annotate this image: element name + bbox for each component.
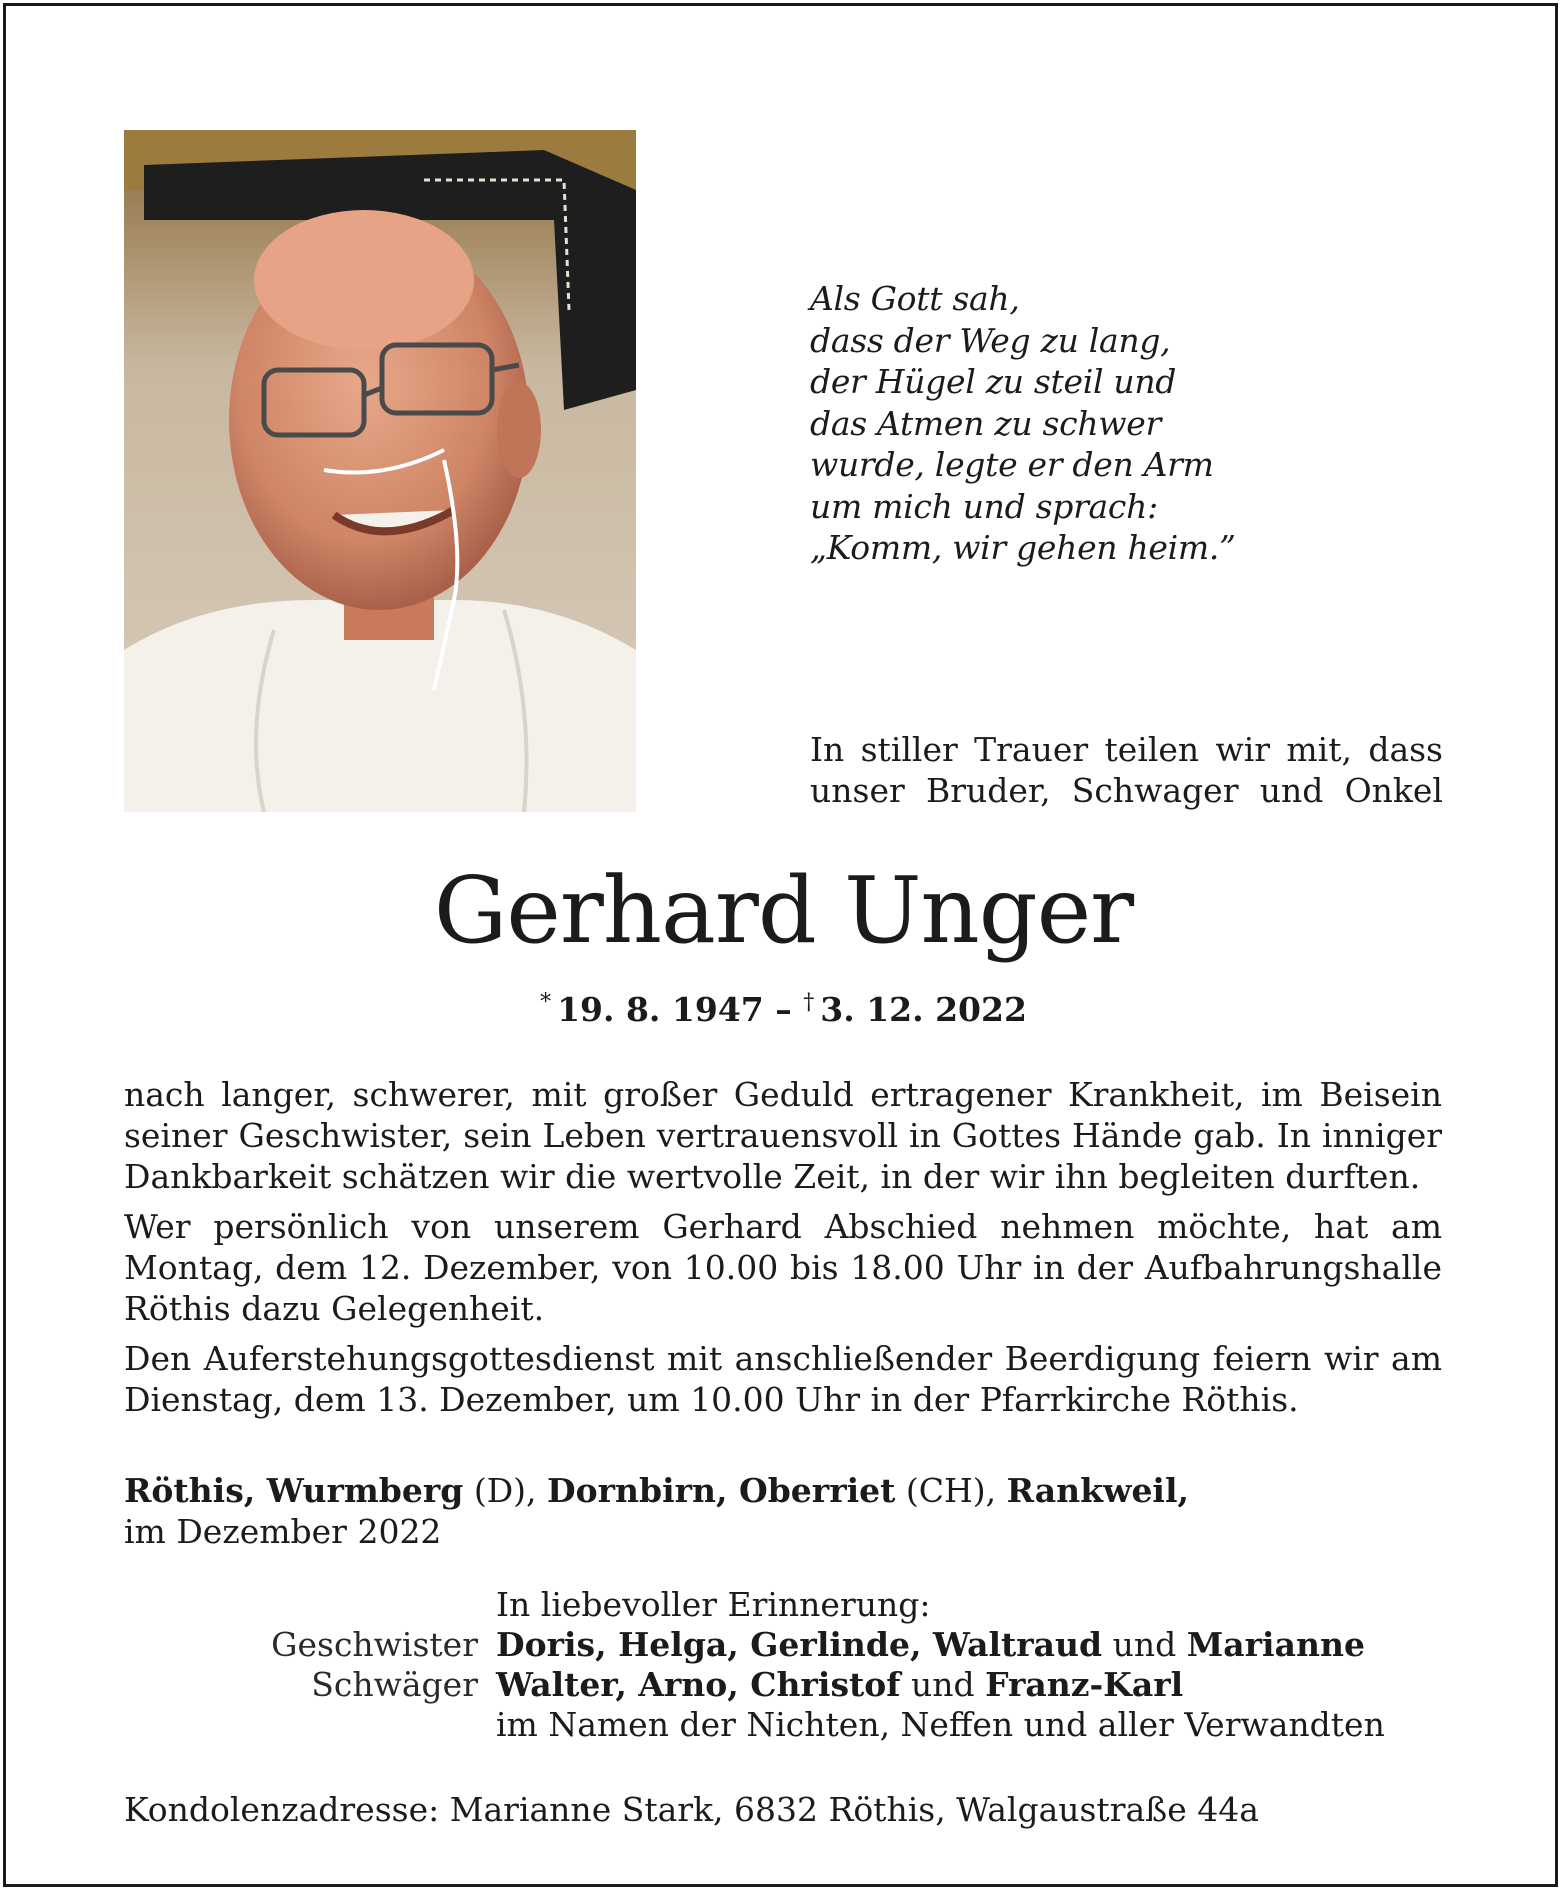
siblings-names	[496, 1625, 1365, 1665]
poem-line: Als Gott sah,	[810, 279, 1020, 318]
birth-date: 19. 8. 1947	[557, 990, 764, 1029]
inlaws-list: Walter, Arno, Christof	[496, 1665, 901, 1704]
poem-line: um mich und sprach:	[810, 486, 1158, 526]
condolence-address: Kondolenzadresse: Marianne Stark, 6832 Röthis, Walgaustraße 44a	[124, 1790, 1259, 1829]
intro-line-2: unser Bruder, Schwager und Onkel	[810, 771, 1443, 810]
mourners-section	[124, 1585, 1444, 1745]
poem-line: wurde, legte er den Arm	[810, 445, 1214, 484]
inlaws-last: Franz-Karl	[985, 1665, 1184, 1704]
paragraph-funeral: Den Auferstehungsgottesdienst mit anschließender Beerdigung feiern wir am Dienstag, dem 13. Dezember, um 10.00 Uhr in der Pfarrkirche Röthis.	[124, 1339, 1442, 1419]
place-2-country: (CH),	[895, 1471, 1007, 1510]
announcement-intro	[810, 729, 1443, 811]
death-date: 3. 12. 2022	[820, 990, 1027, 1029]
paragraph-passing: nach langer, schwerer, mit großer Geduld ertragener Krankheit, im Beisein seiner Geschwister, sein Leben vertrauensvoll in Gottes Hände gab. In inniger Dankbarkeit schätzen wir die wertvolle Zeit, in der wir ihn begleiten durften.	[124, 1075, 1442, 1196]
date-line: im Dezember 2022	[124, 1512, 442, 1551]
place-3: Rankweil,	[1006, 1471, 1189, 1510]
places-and-date	[124, 1470, 1189, 1552]
siblings-label: Geschwister	[271, 1625, 478, 1664]
inlaws-names	[496, 1665, 1183, 1705]
place-2: Dornbirn, Oberriet	[547, 1471, 896, 1510]
poem-line: das Atmen zu schwer	[810, 403, 1161, 443]
inlaws-and: und	[900, 1665, 986, 1704]
siblings-list: Doris, Helga, Gerlinde, Waltraud	[496, 1625, 1103, 1664]
date-separator: –	[775, 990, 792, 1029]
death-symbol: †	[803, 990, 815, 1015]
inlaws-label: Schwäger	[311, 1665, 478, 1704]
poem-line: dass der Weg zu lang,	[810, 320, 1171, 360]
poem-line: „Komm, wir gehen heim.”	[810, 528, 1236, 567]
siblings-last: Marianne	[1186, 1625, 1365, 1664]
life-dates	[0, 990, 1567, 1029]
paragraph-viewing: Wer persönlich von unserem Gerhard Abschied nehmen möchte, hat am Montag, dem 12. Dezember, von 10.00 bis 18.00 Uhr in der Aufbahrungshalle Röthis dazu Gelegenheit.	[124, 1207, 1442, 1328]
portrait-photo	[124, 130, 636, 812]
siblings-and: und	[1102, 1625, 1187, 1664]
poem-line: der Hügel zu steil und	[810, 362, 1177, 401]
relatives-line: im Namen der Nichten, Neffen und aller Verwandten	[496, 1705, 1385, 1744]
place-1: Röthis, Wurmberg	[124, 1471, 464, 1510]
deceased-name: Gerhard Unger	[433, 857, 1134, 964]
birth-symbol: *	[540, 990, 552, 1015]
memory-heading: In liebevoller Erinnerung:	[496, 1585, 931, 1624]
poem	[810, 278, 1236, 569]
place-1-country: (D),	[463, 1471, 548, 1510]
obituary-body	[124, 1074, 1442, 1429]
intro-line-1: In stiller Trauer teilen wir mit, dass	[810, 730, 1443, 769]
